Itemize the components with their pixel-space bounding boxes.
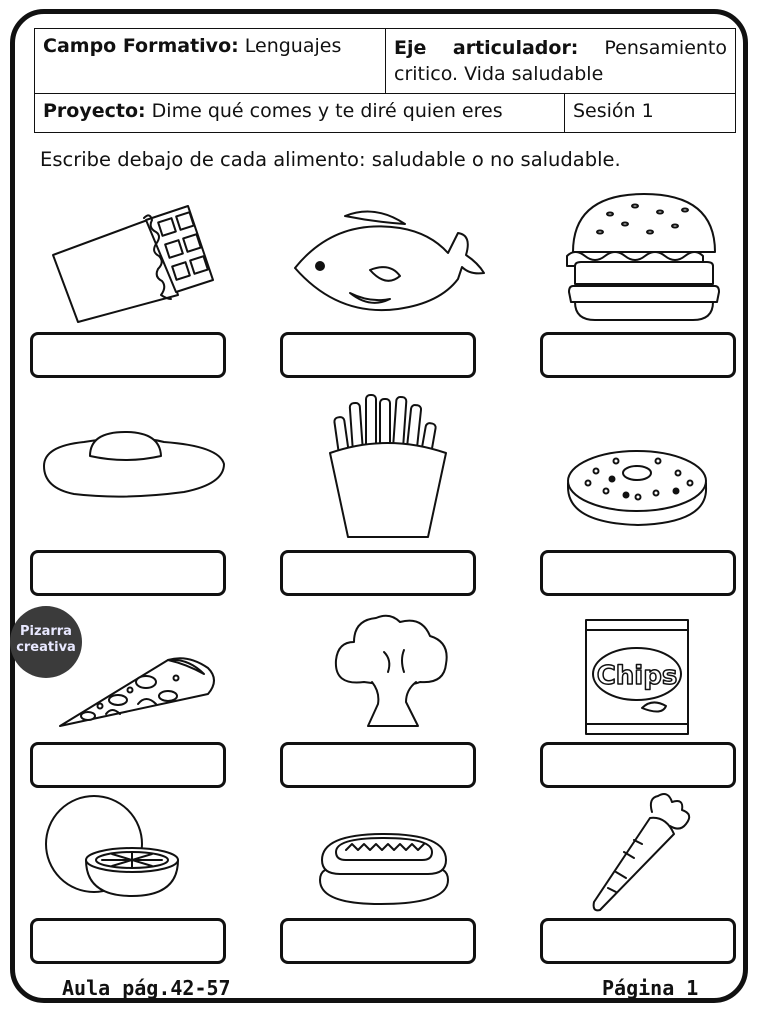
answer-box-carrot[interactable] — [540, 918, 736, 964]
proyecto-label: Proyecto: — [43, 100, 146, 122]
proyecto-cell — [35, 94, 565, 133]
answer-box-hamburger[interactable] — [540, 332, 736, 378]
footer-aula: Aula pág.42-57 — [62, 976, 231, 1000]
campo-formativo-cell — [35, 29, 386, 94]
campo-value: Lenguajes — [244, 35, 342, 57]
pizza-slice-icon — [58, 656, 216, 728]
answer-box-fish[interactable] — [280, 332, 476, 378]
donut-icon — [566, 447, 708, 529]
campo-label: Campo Formativo: — [43, 35, 239, 57]
chocolate-bar-icon — [48, 200, 218, 325]
answer-box-orange[interactable] — [30, 918, 226, 964]
proyecto-value: Dime qué comes y te diré quien eres — [151, 100, 503, 122]
french-fries-icon — [326, 393, 448, 539]
answer-box-egg[interactable] — [30, 550, 226, 596]
answer-box-pizza[interactable] — [30, 742, 226, 788]
sesion-cell — [565, 94, 736, 133]
pizarra-creativa-logo: Pizarra creativa — [10, 606, 82, 678]
answer-box-hotdog[interactable] — [280, 918, 476, 964]
footer-page: Página 1 — [602, 976, 699, 1000]
eje-articulador-cell — [386, 29, 736, 94]
eje-label: Eje articulador: — [394, 37, 579, 59]
instructions: Escribe debajo de cada alimento: saludable o no saludable. — [40, 148, 621, 171]
eje-value-line1: Pensamiento — [604, 37, 728, 59]
header-table — [34, 28, 736, 133]
chips-bag-icon — [582, 616, 692, 736]
answer-box-chips[interactable] — [540, 742, 736, 788]
eje-value-line2: critico. Vida saludable — [394, 63, 604, 85]
svg-text:Chips: Chips — [596, 661, 678, 691]
hot-dog-icon — [316, 824, 452, 906]
broccoli-icon — [332, 612, 452, 728]
fried-egg-icon — [40, 430, 230, 502]
sesion-value: Sesión 1 — [573, 100, 654, 122]
orange-icon — [42, 800, 186, 898]
hamburger-icon — [567, 194, 719, 320]
answer-box-fries[interactable] — [280, 550, 476, 596]
answer-box-donut[interactable] — [540, 550, 736, 596]
fish-icon — [290, 208, 480, 308]
answer-box-broccoli[interactable] — [280, 742, 476, 788]
answer-box-chocolate[interactable] — [30, 332, 226, 378]
carrot-icon — [590, 792, 700, 914]
